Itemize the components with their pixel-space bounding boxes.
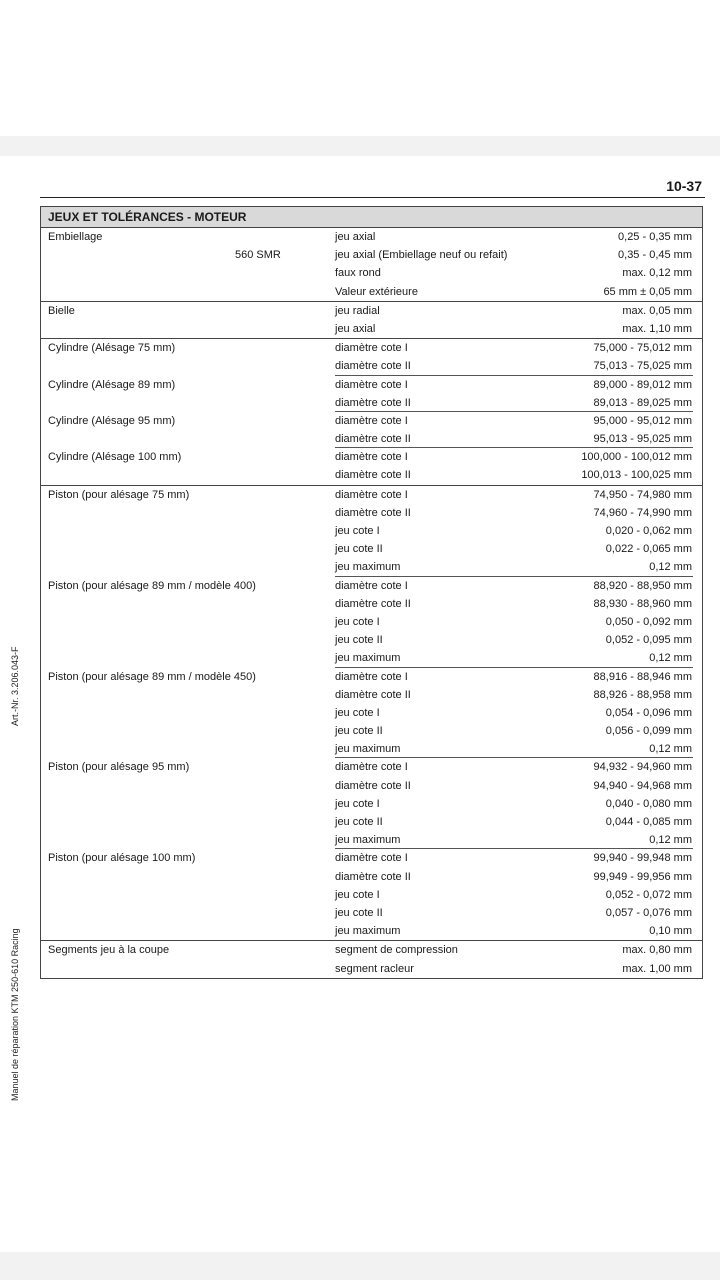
tolerance-value: 0,040 - 0,080 mm xyxy=(605,797,692,810)
parameter-label: segment racleur xyxy=(335,962,414,975)
table-row xyxy=(41,668,702,686)
parameter-label: diamètre cote I xyxy=(335,488,408,501)
parameter-label: jeu cote II xyxy=(335,543,383,556)
tolerance-value: 0,12 mm xyxy=(649,743,692,756)
table-row xyxy=(41,831,702,849)
tolerance-value: 94,940 - 94,968 mm xyxy=(593,779,692,792)
parameter-label: diamètre cote II xyxy=(335,506,411,519)
parameter-label: jeu maximum xyxy=(335,743,401,756)
table-row xyxy=(41,577,702,595)
table-row xyxy=(41,758,702,776)
tolerance-value: 95,013 - 95,025 mm xyxy=(593,433,692,446)
parameter-label: jeu axial (Embiellage neuf ou refait) xyxy=(335,249,508,262)
table-row xyxy=(41,302,702,320)
table-row xyxy=(41,613,702,631)
table-body xyxy=(41,228,702,978)
component-name: Piston (pour alésage 95 mm) xyxy=(48,761,190,774)
parameter-label: diamètre cote II xyxy=(335,688,411,701)
tolerance-value: 0,054 - 0,096 mm xyxy=(605,706,692,719)
parameter-label: diamètre cote II xyxy=(335,433,411,446)
component-name: Cylindre (Alésage 95 mm) xyxy=(48,414,176,427)
component-name: Cylindre (Alésage 89 mm) xyxy=(48,378,176,391)
tolerance-value: 0,020 - 0,062 mm xyxy=(605,525,692,537)
tolerance-value: 94,932 - 94,960 mm xyxy=(593,761,692,774)
parameter-label: diamètre cote I xyxy=(335,378,408,391)
tolerance-value: 100,013 - 100,025 mm xyxy=(581,469,692,482)
document-page xyxy=(0,156,720,1252)
tolerance-value: 0,35 - 0,45 mm xyxy=(618,249,692,262)
table-row xyxy=(41,795,702,813)
table-row xyxy=(41,264,702,282)
tolerance-value: 88,920 - 88,950 mm xyxy=(593,579,692,592)
component-name: Cylindre (Alésage 75 mm) xyxy=(48,342,176,355)
component-name: Bielle xyxy=(48,304,75,317)
parameter-label: diamètre cote I xyxy=(335,852,408,865)
parameter-label: diamètre cote II xyxy=(335,870,411,883)
parameter-label: jeu cote I xyxy=(335,525,380,537)
parameter-label: jeu axial xyxy=(335,322,376,335)
header-rule xyxy=(40,197,705,198)
parameter-label: jeu cote II xyxy=(335,816,383,828)
table-row xyxy=(41,849,702,867)
tolerance-value: 75,000 - 75,012 mm xyxy=(593,342,692,355)
tolerance-value: 75,013 - 75,025 mm xyxy=(593,360,692,373)
table-row xyxy=(41,886,702,904)
parameter-label: jeu axial xyxy=(335,231,376,243)
table-row xyxy=(41,486,702,504)
parameter-label: jeu cote II xyxy=(335,906,383,919)
tolerances-table xyxy=(40,206,703,979)
parameter-label: diamètre cote I xyxy=(335,414,408,427)
table-row xyxy=(41,558,702,576)
table-row xyxy=(41,357,702,375)
top-blank-band xyxy=(0,0,720,136)
tolerance-value: 88,916 - 88,946 mm xyxy=(593,670,692,683)
table-group xyxy=(41,228,702,302)
parameter-label: jeu maximum xyxy=(335,834,401,847)
tolerance-value: 99,940 - 99,948 mm xyxy=(593,852,692,865)
tolerance-value: 65 mm ± 0,05 mm xyxy=(603,285,692,298)
parameter-label: jeu maximum xyxy=(335,561,401,574)
table-row xyxy=(41,339,702,357)
table-row xyxy=(41,394,702,412)
parameter-label: diamètre cote I xyxy=(335,579,408,592)
table-row xyxy=(41,466,702,484)
tolerance-value: 0,052 - 0,072 mm xyxy=(605,888,692,901)
table-group xyxy=(41,941,702,977)
table-row xyxy=(41,595,702,613)
parameter-label: diamètre cote II xyxy=(335,469,411,482)
article-number: Art.-Nr. 3.206.043-F xyxy=(10,646,20,726)
parameter-label: diamètre cote I xyxy=(335,342,408,355)
parameter-label: jeu cote I xyxy=(335,888,380,901)
table-row xyxy=(41,868,702,886)
parameter-label: jeu cote II xyxy=(335,725,383,738)
tolerance-value: max. 0,05 mm xyxy=(622,304,692,317)
tolerance-value: 0,044 - 0,085 mm xyxy=(605,816,692,828)
table-group xyxy=(41,486,702,942)
table-row xyxy=(41,228,702,246)
tolerance-value: 0,052 - 0,095 mm xyxy=(605,634,692,647)
tolerance-value: 0,050 - 0,092 mm xyxy=(605,615,692,628)
tolerance-value: max. 0,80 mm xyxy=(622,944,692,957)
component-name: Piston (pour alésage 75 mm) xyxy=(48,488,190,501)
tolerance-value: 0,10 mm xyxy=(649,925,692,938)
tolerance-value: 100,000 - 100,012 mm xyxy=(581,451,692,464)
table-row xyxy=(41,649,702,667)
table-row xyxy=(41,376,702,394)
component-name: Segments jeu à la coupe xyxy=(48,944,170,957)
component-name: Piston (pour alésage 89 mm / modèle 400) xyxy=(48,579,256,592)
tolerance-value: 88,926 - 88,958 mm xyxy=(593,688,692,701)
table-row xyxy=(41,960,702,978)
table-group xyxy=(41,302,702,339)
tolerance-value: 0,25 - 0,35 mm xyxy=(618,231,692,243)
parameter-label: diamètre cote I xyxy=(335,670,408,683)
model-variant: 560 SMR xyxy=(235,249,281,262)
parameter-label: diamètre cote I xyxy=(335,451,408,464)
table-row xyxy=(41,522,702,540)
tolerance-value: 95,000 - 95,012 mm xyxy=(593,414,692,427)
table-row xyxy=(41,941,702,959)
tolerance-value: 74,960 - 74,990 mm xyxy=(593,506,692,519)
tolerance-value: 0,12 mm xyxy=(649,561,692,574)
parameter-label: diamètre cote II xyxy=(335,597,411,610)
tolerance-value: 0,057 - 0,076 mm xyxy=(605,906,692,919)
tolerance-value: 74,950 - 74,980 mm xyxy=(593,488,692,501)
table-row xyxy=(41,686,702,704)
parameter-label: jeu cote II xyxy=(335,634,383,647)
table-row xyxy=(41,430,702,448)
component-name: Embiellage xyxy=(48,231,103,243)
table-row xyxy=(41,631,702,649)
parameter-label: Valeur extérieure xyxy=(335,285,418,298)
parameter-label: diamètre cote I xyxy=(335,761,408,774)
parameter-label: diamètre cote II xyxy=(335,360,411,373)
table-row xyxy=(41,283,702,301)
table-row xyxy=(41,777,702,795)
table-row xyxy=(41,922,702,940)
parameter-label: jeu maximum xyxy=(335,925,401,938)
parameter-label: jeu cote I xyxy=(335,706,380,719)
table-row xyxy=(41,740,702,758)
parameter-label: jeu cote I xyxy=(335,797,380,810)
tolerance-value: 89,000 - 89,012 mm xyxy=(593,378,692,391)
table-row xyxy=(41,813,702,831)
parameter-label: jeu radial xyxy=(335,304,380,317)
table-row xyxy=(41,540,702,558)
parameter-label: jeu cote I xyxy=(335,615,380,628)
tolerance-value: 99,949 - 99,956 mm xyxy=(593,870,692,883)
table-group xyxy=(41,339,702,486)
table-row xyxy=(41,448,702,466)
tolerance-value: 89,013 - 89,025 mm xyxy=(593,396,692,409)
tolerance-value: max. 1,10 mm xyxy=(622,322,692,335)
table-row xyxy=(41,504,702,522)
component-name: Cylindre (Alésage 100 mm) xyxy=(48,451,182,464)
component-name: Piston (pour alésage 100 mm) xyxy=(48,852,196,865)
parameter-label: faux rond xyxy=(335,267,381,280)
table-row xyxy=(41,704,702,722)
parameter-label: diamètre cote II xyxy=(335,396,411,409)
table-row xyxy=(41,904,702,922)
table-row xyxy=(41,320,702,338)
tolerance-value: 0,022 - 0,065 mm xyxy=(605,543,692,556)
parameter-label: diamètre cote II xyxy=(335,779,411,792)
table-row xyxy=(41,246,702,264)
tolerance-value: max. 1,00 mm xyxy=(622,962,692,975)
tolerance-value: 0,12 mm xyxy=(649,834,692,847)
table-title: JEUX ET TOLÉRANCES - MOTEUR xyxy=(41,207,702,228)
tolerance-value: 0,12 mm xyxy=(649,652,692,665)
table-row xyxy=(41,722,702,740)
page-number: 10-37 xyxy=(666,178,702,194)
tolerance-value: max. 0,12 mm xyxy=(622,267,692,280)
table-row xyxy=(41,412,702,430)
component-name: Piston (pour alésage 89 mm / modèle 450) xyxy=(48,670,256,683)
tolerance-value: 0,056 - 0,099 mm xyxy=(605,725,692,738)
manual-title: Manuel de réparation KTM 250-610 Racing xyxy=(10,928,20,1101)
parameter-label: jeu maximum xyxy=(335,652,401,665)
parameter-label: segment de compression xyxy=(335,944,458,957)
tolerance-value: 88,930 - 88,960 mm xyxy=(593,597,692,610)
